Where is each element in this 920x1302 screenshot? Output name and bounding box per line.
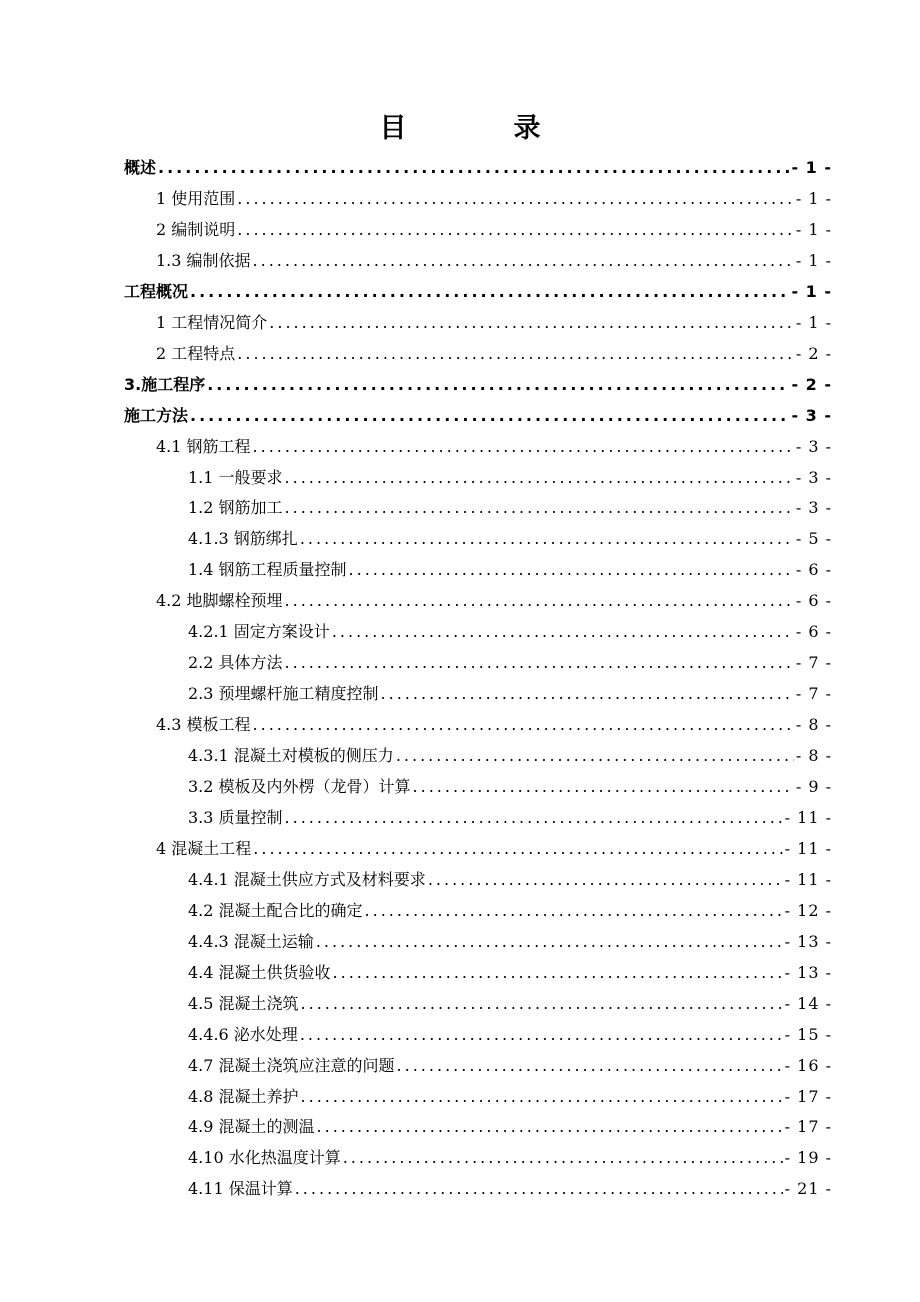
toc-entry[interactable] (188, 1146, 832, 1170)
toc-dot-leader (207, 373, 789, 397)
toc-entry-page-number: - 11 - (784, 808, 832, 827)
toc-entry[interactable] (188, 961, 832, 985)
toc-entry-page-number: - 19 - (784, 1148, 832, 1167)
toc-dot-leader (332, 620, 794, 644)
toc-dot-leader (237, 187, 794, 211)
toc-dot-leader (365, 899, 783, 923)
toc-entry-label: 2.3 预埋螺杆施工精度控制 (188, 684, 379, 703)
toc-title: 目 录 (379, 113, 581, 144)
toc-dot-leader (333, 961, 783, 985)
toc-entry-page-number: - 3 - (795, 498, 832, 517)
toc-entry[interactable] (156, 218, 832, 242)
toc-entry-page-number: - 2 - (795, 344, 832, 363)
toc-dot-leader (285, 651, 794, 675)
toc-entry-page-number: - 11 - (784, 870, 832, 889)
toc-entry[interactable] (188, 558, 832, 582)
toc-entry-page-number: - 12 - (784, 901, 832, 920)
toc-entry-label: 2 工程特点 (156, 344, 236, 363)
toc-entry-page-number: - 17 - (784, 1117, 832, 1136)
toc-entry[interactable] (188, 806, 832, 830)
toc-entry[interactable] (188, 1054, 832, 1078)
toc-entry-page-number: - 1 - (791, 158, 832, 177)
toc-entry-page-number: - 8 - (795, 746, 832, 765)
toc-entry-label: 工程概况 (124, 282, 189, 301)
toc-entry-page-number: - 15 - (784, 1025, 832, 1044)
toc-entry-label: 4.3.1 混凝土对模板的侧压力 (188, 746, 394, 765)
toc-dot-leader (295, 1177, 783, 1201)
toc-entry[interactable] (156, 435, 832, 459)
toc-entry[interactable] (188, 868, 832, 892)
toc-entry-label: 4.4 混凝土供货验收 (188, 963, 331, 982)
toc-dot-leader (190, 404, 789, 428)
toc-dot-leader (396, 744, 794, 768)
toc-entry-page-number: - 7 - (795, 684, 832, 703)
toc-dot-leader (397, 1054, 783, 1078)
toc-entry[interactable] (156, 342, 832, 366)
toc-entry-label: 4.5 混凝土浇筑 (188, 994, 299, 1013)
toc-entry-label: 4.2 地脚螺栓预埋 (156, 591, 283, 610)
toc-entry[interactable] (188, 930, 832, 954)
toc-entry[interactable] (124, 373, 832, 397)
toc-entry[interactable] (156, 589, 832, 613)
toc-dot-leader (317, 1115, 783, 1139)
toc-entry-page-number: - 5 - (795, 529, 832, 548)
toc-entry-label: 1 使用范围 (156, 189, 236, 208)
toc-dot-leader (285, 466, 794, 490)
toc-entry-label: 3.2 模板及内外楞（龙骨）计算 (188, 777, 411, 796)
toc-dot-leader (316, 930, 783, 954)
toc-entry[interactable] (156, 187, 832, 211)
toc-dot-leader (285, 806, 783, 830)
toc-dot-leader (237, 218, 794, 242)
toc-entry[interactable] (188, 1115, 832, 1139)
toc-entry-label: 4.8 混凝土养护 (188, 1087, 299, 1106)
toc-entry[interactable] (156, 249, 832, 273)
toc-entry-label: 3.施工程序 (124, 375, 206, 394)
toc-entry[interactable] (188, 496, 832, 520)
toc-entry-label: 4.10 水化热温度计算 (188, 1148, 341, 1167)
toc-entry-page-number: - 8 - (795, 715, 832, 734)
toc-entry-page-number: - 13 - (784, 932, 832, 951)
toc-entry-label: 1.4 钢筋工程质量控制 (188, 560, 347, 579)
toc-entry-label: 4 混凝土工程 (156, 839, 252, 858)
toc-entry-page-number: - 3 - (795, 468, 832, 487)
toc-entry-label: 4.4.6 泌水处理 (188, 1025, 298, 1044)
toc-dot-leader (343, 1146, 783, 1170)
toc-entry[interactable] (124, 156, 832, 180)
toc-dot-leader (428, 868, 783, 892)
toc-entry-page-number: - 3 - (791, 406, 832, 425)
toc-entry-page-number: - 21 - (784, 1179, 832, 1198)
toc-entry-label: 4.9 混凝土的测温 (188, 1117, 315, 1136)
toc-entry-label: 2 编制说明 (156, 220, 236, 239)
toc-entry[interactable] (156, 713, 832, 737)
toc-entry[interactable] (156, 837, 832, 861)
toc-entry-page-number: - 14 - (784, 994, 832, 1013)
toc-entry-page-number: - 6 - (795, 591, 832, 610)
toc-dot-leader (253, 435, 794, 459)
toc-dot-leader (300, 527, 794, 551)
toc-entry-label: 2.2 具体方法 (188, 653, 283, 672)
toc-entry[interactable] (124, 404, 832, 428)
toc-entry[interactable] (188, 1023, 832, 1047)
toc-entry-label: 4.1.3 钢筋绑扎 (188, 529, 298, 548)
toc-entry-label: 1.3 编制依据 (156, 251, 251, 270)
toc-entry[interactable] (188, 1177, 832, 1201)
toc-entry-page-number: - 13 - (784, 963, 832, 982)
toc-dot-leader (381, 682, 794, 706)
toc-entry[interactable] (188, 744, 832, 768)
toc-dot-leader (285, 589, 794, 613)
toc-dot-leader (269, 311, 794, 335)
toc-entry-page-number: - 2 - (791, 375, 832, 394)
toc-entry[interactable] (188, 1085, 832, 1109)
toc-entry[interactable] (188, 466, 832, 490)
toc-entry-page-number: - 7 - (795, 653, 832, 672)
toc-entry-page-number: - 6 - (795, 560, 832, 579)
toc-entry[interactable] (156, 311, 832, 335)
toc-entry-page-number: - 1 - (795, 313, 832, 332)
toc-entry-page-number: - 1 - (795, 220, 832, 239)
toc-dot-leader (237, 342, 794, 366)
toc-dot-leader (190, 280, 789, 304)
toc-entry-page-number: - 6 - (795, 622, 832, 641)
toc-entry[interactable] (188, 651, 832, 675)
toc-entry-label: 施工方法 (124, 406, 189, 425)
toc-dot-leader (349, 558, 794, 582)
toc-entry-label: 4.2.1 固定方案设计 (188, 622, 330, 641)
toc-entry[interactable] (188, 527, 832, 551)
toc-dot-leader (301, 992, 783, 1016)
toc-entry-page-number: - 16 - (784, 1056, 832, 1075)
toc-entry-page-number: - 1 - (795, 251, 832, 270)
toc-entry-label: 4.4.3 混凝土运输 (188, 932, 314, 951)
toc-entry-label: 3.3 质量控制 (188, 808, 283, 827)
toc-entry[interactable] (124, 280, 832, 304)
toc-dot-leader (300, 1023, 783, 1047)
toc-entry-label: 4.1 钢筋工程 (156, 437, 251, 456)
toc-entry-label: 4.11 保温计算 (188, 1179, 293, 1198)
toc-entry[interactable] (188, 992, 832, 1016)
toc-entry[interactable] (188, 775, 832, 799)
toc-entry-page-number: - 3 - (795, 437, 832, 456)
toc-dot-leader (253, 837, 782, 861)
toc-dot-leader (253, 249, 794, 273)
toc-entry-label: 1.2 钢筋加工 (188, 498, 283, 517)
toc-entry-label: 4.2 混凝土配合比的确定 (188, 901, 363, 920)
toc-entry-label: 1.1 一般要求 (188, 468, 283, 487)
toc-entry-label: 1 工程情况简介 (156, 313, 268, 332)
toc-entry[interactable] (188, 620, 832, 644)
toc-entry-label: 4.3 模板工程 (156, 715, 251, 734)
toc-entry-label: 4.4.1 混凝土供应方式及材料要求 (188, 870, 426, 889)
toc-dot-leader (301, 1085, 783, 1109)
toc-dot-leader (253, 713, 794, 737)
toc-entry-label: 概述 (124, 158, 157, 177)
toc-dot-leader (158, 156, 789, 180)
toc-entry[interactable] (188, 682, 832, 706)
toc-entry-page-number: - 11 - (784, 839, 832, 858)
toc-entry-page-number: - 1 - (795, 189, 832, 208)
toc-entry-label: 4.7 混凝土浇筑应注意的问题 (188, 1056, 395, 1075)
toc-entry[interactable] (188, 899, 832, 923)
toc-entry-page-number: - 9 - (795, 777, 832, 796)
toc-dot-leader (285, 496, 794, 520)
toc-entry-page-number: - 17 - (784, 1087, 832, 1106)
toc-entry-page-number: - 1 - (791, 282, 832, 301)
toc-dot-leader (413, 775, 794, 799)
